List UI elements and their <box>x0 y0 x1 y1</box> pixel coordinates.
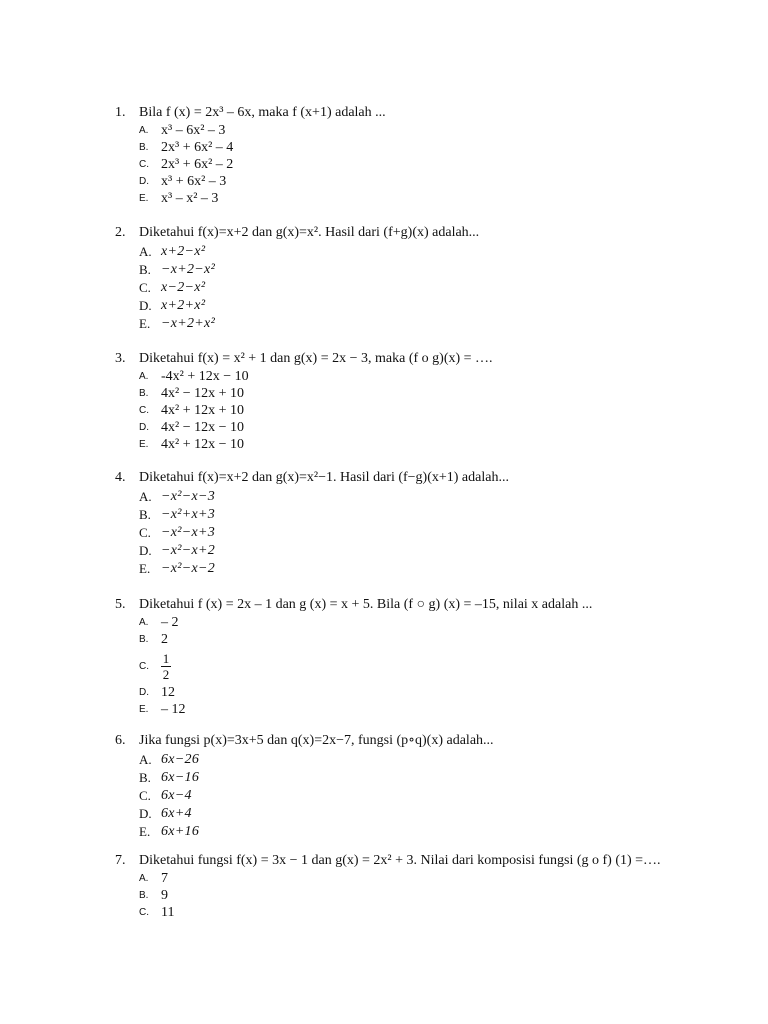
option-b[interactable] <box>139 631 675 648</box>
option-b[interactable] <box>139 887 675 904</box>
option-list <box>139 122 675 207</box>
option-value: 2x³ + 6x² – 4 <box>161 140 234 155</box>
option-e[interactable] <box>139 436 675 453</box>
question-6 <box>115 732 675 840</box>
option-letter: C. <box>139 660 149 672</box>
option-value: −x+2−x² <box>161 261 216 277</box>
option-a[interactable] <box>139 870 675 887</box>
option-e[interactable] <box>139 314 675 332</box>
question-text: Jika fungsi p(x)=3x+5 dan q(x)=2x−7, fungsi (p∘q)(x) adalah... <box>139 733 494 748</box>
option-d[interactable] <box>139 296 675 314</box>
option-value: – 12 <box>161 702 186 717</box>
option-list <box>139 242 675 332</box>
option-d[interactable] <box>139 541 675 559</box>
option-value: 4x² + 12x − 10 <box>161 437 244 452</box>
question-number: 4. <box>115 470 126 485</box>
question-number: 5. <box>115 597 126 612</box>
option-value: −x²−x+3 <box>161 524 216 540</box>
option-b[interactable] <box>139 385 675 402</box>
option-list <box>139 368 675 453</box>
option-b[interactable] <box>139 260 675 278</box>
option-letter: A. <box>139 125 149 136</box>
option-value: 2 <box>161 632 168 647</box>
option-d[interactable] <box>139 684 675 701</box>
option-a[interactable] <box>139 368 675 385</box>
option-value: 7 <box>161 871 168 886</box>
option-letter: C. <box>139 159 149 170</box>
option-value: x³ – 6x² – 3 <box>161 123 226 138</box>
option-value: 11 <box>161 905 175 920</box>
option-value: −x²−x−3 <box>161 488 216 504</box>
question-number: 6. <box>115 733 126 748</box>
option-value: x+2−x² <box>161 243 206 259</box>
option-c[interactable] <box>139 904 675 921</box>
option-letter: A. <box>139 371 149 382</box>
question-4 <box>115 469 675 577</box>
option-a[interactable] <box>139 122 675 139</box>
option-letter: E. <box>139 193 149 204</box>
option-letter: C. <box>139 279 151 295</box>
option-e[interactable] <box>139 701 675 718</box>
option-value: 4x² − 12x + 10 <box>161 386 244 401</box>
option-value: −x²−x+2 <box>161 542 216 558</box>
question-number: 2. <box>115 225 126 240</box>
option-letter: B. <box>139 769 151 785</box>
option-letter: B. <box>139 634 149 645</box>
option-c[interactable] <box>139 402 675 419</box>
question-text: Diketahui f (x) = 2x – 1 dan g (x) = x + 5. Bila (f ○ g) (x) = –15, nilai x adalah ... <box>139 597 593 612</box>
option-value: 6x+16 <box>161 823 200 839</box>
option-letter: C. <box>139 524 151 540</box>
option-value: – 2 <box>161 615 179 630</box>
question-text: Diketahui fungsi f(x) = 3x − 1 dan g(x) = 2x² + 3. Nilai dari komposisi fungsi (g o f) (1) =…. <box>139 853 661 868</box>
option-letter: B. <box>139 506 151 522</box>
question-1 <box>115 104 675 207</box>
option-c[interactable] <box>139 278 675 296</box>
option-e[interactable] <box>139 190 675 207</box>
option-letter: D. <box>139 297 152 313</box>
question-text: Diketahui f(x)=x+2 dan g(x)=x²−1. Hasil dari (f−g)(x+1) adalah... <box>139 470 509 485</box>
option-c[interactable] <box>139 786 675 804</box>
question-text: Diketahui f(x) = x² + 1 dan g(x) = 2x − 3, maka (f o g)(x) = …. <box>139 351 493 366</box>
option-letter: B. <box>139 261 151 277</box>
option-letter: B. <box>139 890 149 901</box>
question-text: Bila f (x) = 2x³ – 6x, maka f (x+1) adalah ... <box>139 105 386 120</box>
question-7 <box>115 852 675 921</box>
option-letter: A. <box>139 243 152 259</box>
option-list <box>139 750 675 840</box>
option-value: 6x+4 <box>161 805 192 821</box>
option-a[interactable] <box>139 242 675 260</box>
option-value: 9 <box>161 888 168 903</box>
option-value: -4x² + 12x − 10 <box>161 369 249 384</box>
fraction-denominator: 2 <box>162 666 170 682</box>
option-e[interactable] <box>139 559 675 577</box>
option-letter: B. <box>139 142 149 153</box>
fraction-numerator: 1 <box>162 650 170 666</box>
option-value: 4x² − 12x − 10 <box>161 420 244 435</box>
question-text: Diketahui f(x)=x+2 dan g(x)=x². Hasil dari (f+g)(x) adalah... <box>139 225 480 240</box>
option-a[interactable] <box>139 750 675 768</box>
option-a[interactable] <box>139 487 675 505</box>
option-value: −x²+x+3 <box>161 506 216 522</box>
question-number: 3. <box>115 351 126 366</box>
option-list <box>139 614 675 718</box>
option-b[interactable] <box>139 505 675 523</box>
question-2 <box>115 224 675 332</box>
option-d[interactable] <box>139 804 675 822</box>
option-list <box>139 870 675 921</box>
option-value: 6x−16 <box>161 769 200 785</box>
option-list <box>139 487 675 577</box>
option-letter: A. <box>139 617 149 628</box>
option-letter: B. <box>139 388 149 399</box>
option-value: −x+2+x² <box>161 315 216 331</box>
option-letter: E. <box>139 560 151 576</box>
option-letter: E. <box>139 315 151 331</box>
option-a[interactable] <box>139 614 675 631</box>
question-number: 7. <box>115 853 126 868</box>
option-value: x−2−x² <box>161 279 206 295</box>
option-value: 6x−26 <box>161 751 200 767</box>
option-letter: E. <box>139 439 149 450</box>
option-value: 6x−4 <box>161 787 192 803</box>
option-b[interactable] <box>139 139 675 156</box>
option-value: x³ – x² – 3 <box>161 191 219 206</box>
option-c[interactable] <box>139 156 675 173</box>
option-value: 4x² + 12x + 10 <box>161 403 244 418</box>
option-b[interactable] <box>139 768 675 786</box>
option-c[interactable] <box>139 523 675 541</box>
option-d[interactable] <box>139 173 675 190</box>
option-letter: A. <box>139 488 152 504</box>
option-letter: D. <box>139 542 152 558</box>
option-letter: C. <box>139 907 149 918</box>
option-letter: E. <box>139 704 149 715</box>
option-letter: E. <box>139 823 151 839</box>
question-5 <box>115 596 675 718</box>
option-letter: A. <box>139 751 152 767</box>
option-value: −x²−x−2 <box>161 560 216 576</box>
option-letter: D. <box>139 687 149 698</box>
option-letter: C. <box>139 787 151 803</box>
option-letter: A. <box>139 873 149 884</box>
option-value: x+2+x² <box>161 297 206 313</box>
option-letter: D. <box>139 422 149 433</box>
fraction-value <box>161 652 171 681</box>
option-letter: C. <box>139 405 149 416</box>
option-letter: D. <box>139 805 152 821</box>
option-d[interactable] <box>139 419 675 436</box>
question-3 <box>115 350 675 453</box>
option-e[interactable] <box>139 822 675 840</box>
option-value: x³ + 6x² – 3 <box>161 174 227 189</box>
option-value: 12 <box>161 685 175 700</box>
option-value: 2x³ + 6x² – 2 <box>161 157 234 172</box>
option-letter: D. <box>139 176 149 187</box>
option-c[interactable] <box>139 648 675 684</box>
question-number: 1. <box>115 105 126 120</box>
